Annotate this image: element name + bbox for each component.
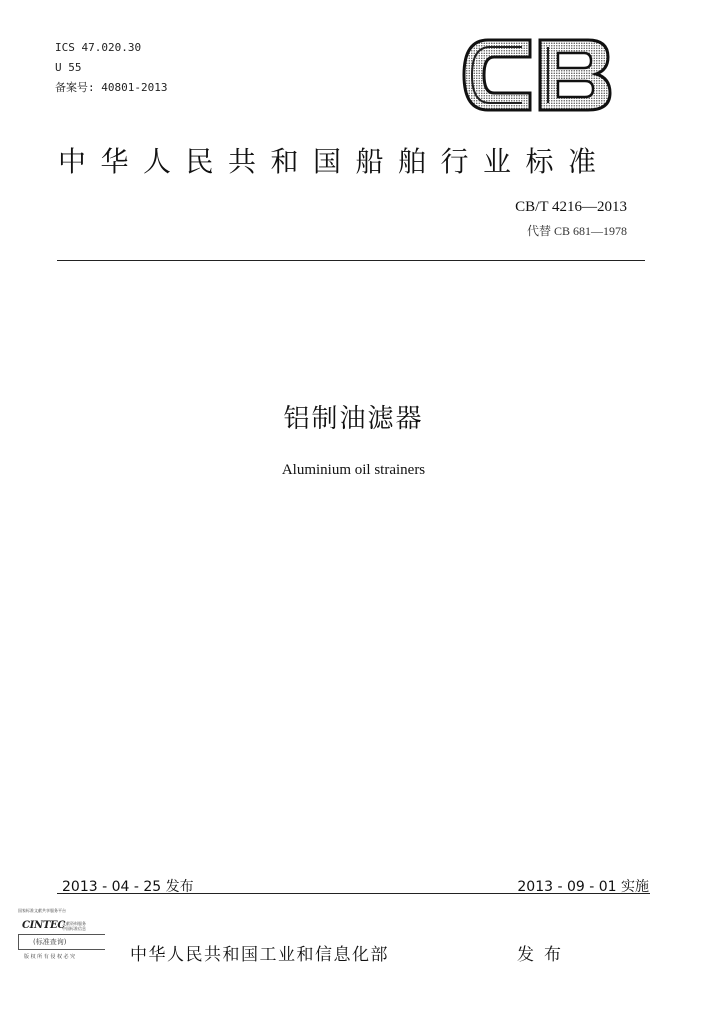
title-chinese: 铝制油滤器 [283, 404, 424, 434]
footer-divider [57, 893, 650, 894]
stamp-side-line1: 文献资料服务 [62, 921, 86, 926]
stamp-brand: CINTEC [22, 920, 65, 931]
stamp-bottom-line: 版 权 所 有 侵 权 必 究 [24, 954, 76, 960]
ics-code: ICS 47.020.30 [55, 41, 142, 54]
implementation-date: 2013 - 09 - 01 实施 [517, 879, 649, 895]
title-english: Aluminium oil strainers [281, 462, 426, 478]
stamp-box-text: (标准查询) [33, 938, 67, 946]
record-number: 备案号: 40801-2013 [55, 81, 168, 94]
stamp-box [18, 934, 105, 950]
standard-series-title: 中华人民共和国船舶行业标准 [58, 145, 611, 178]
replaces-standard: 代替 CB 681—1978 [526, 224, 627, 238]
standard-metadata [55, 38, 167, 98]
logo-letter-c [464, 40, 530, 110]
cb-logo [458, 37, 616, 113]
header-divider [57, 260, 645, 261]
release-label: 发布 [517, 945, 571, 965]
stamp-top-line: 国家标准文献共享服务平台 [18, 908, 66, 913]
publisher: 中华人民共和国工业和信息化部 [130, 945, 389, 965]
classification-code: U 55 [55, 61, 82, 74]
stamp-side-line2: 中国标准信息 [62, 926, 86, 931]
standard-code: CB/T 4216—2013 [515, 199, 627, 215]
logo-letter-b [540, 40, 610, 110]
issue-date: 2013 - 04 - 25 发布 [62, 879, 194, 895]
cintec-stamp [16, 906, 116, 966]
